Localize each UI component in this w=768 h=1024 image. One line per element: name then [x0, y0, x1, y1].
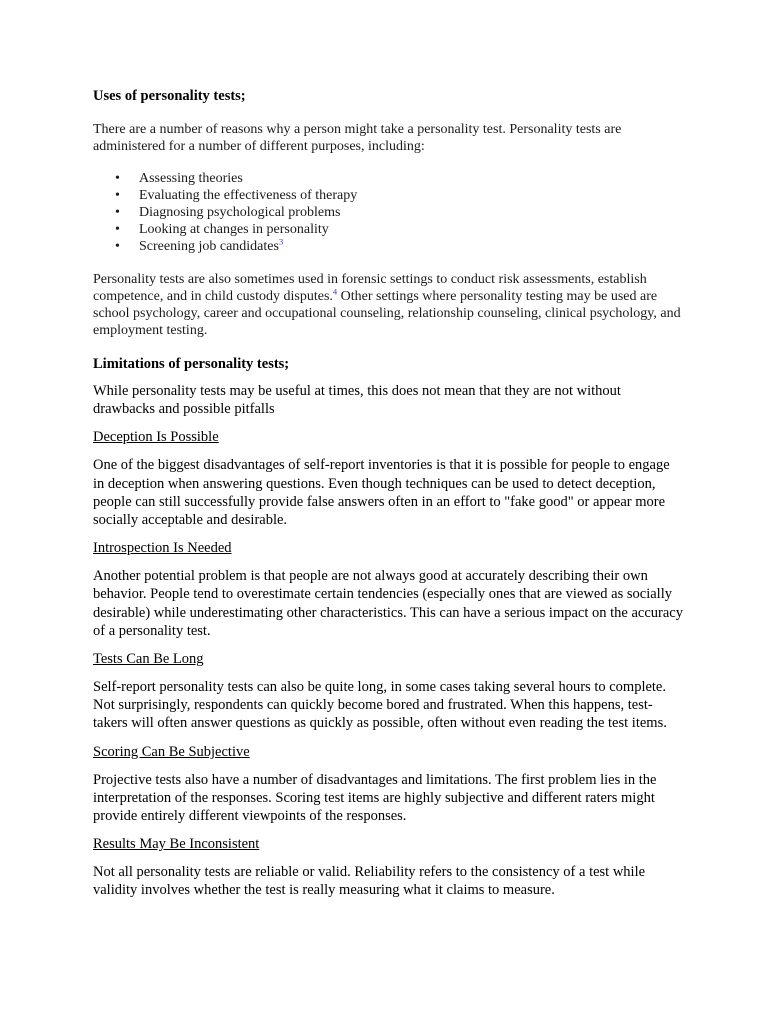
uses-list: [93, 170, 683, 255]
section-title-results: Results May Be Inconsistent: [93, 836, 260, 853]
document-page: [93, 87, 683, 900]
list-item: • Screening job candidates$^3$: [93, 238, 683, 255]
limitations-intro: While personality tests may be useful at times, this does not mean that they are not without drawbacks and possible pitfalls: [93, 383, 621, 418]
list-item: • Evaluating the effectiveness of therapy: [93, 187, 683, 204]
section-title-length: Tests Can Be Long: [93, 651, 204, 668]
section-body-scoring: Projective tests also have a number of disadvantages and limitations. The first problem lies in the interpretation of the responses. Scoring test items are highly subjective and different raters might provide entirely different viewpoints of the responses.: [93, 771, 657, 825]
limitations-heading: Limitations of personality tests;: [93, 356, 290, 372]
forensic-paragraph: Personality tests are also sometimes used in forensic settings to conduct risk assessments, establish competence, and in child custody disputes.$^4$ Other settings where personality testing may be used are school psychology, career and occupational counseling, relationship counseling, clinical psychology, and employment testing.: [93, 272, 681, 338]
footnote-ref-3[interactable]: 3: [278, 236, 284, 247]
list-item: • Assessing theories: [93, 170, 683, 187]
section-body-introspection: Another potential problem is that people are not always good at accurately describing their own behavior. People tend to overestimate certain tendencies (especially ones that are viewed as socially desirable) while underestimating other characteristics. This can have a serious impact on the accuracy of a personality test.: [93, 568, 683, 639]
uses-intro: There are a number of reasons why a person might take a personality test. Personality tests are administered for a number of different purposes, including:: [93, 122, 622, 154]
list-item: • Diagnosing psychological problems: [93, 204, 683, 221]
list-item: • Looking at changes in personality: [93, 221, 683, 238]
section-body-length: Self-report personality tests can also be quite long, in some cases taking several hours to complete. Not surprisingly, respondents can quickly become bored and frustrated. When this happens, test-takers will often answer questions as quickly as possible, often without even reading the test items.: [93, 679, 667, 732]
section-body-deception: One of the biggest disadvantages of self-report inventories is that it is possible for people to engage in deception when answering questions. Even though techniques can be used to detect deception, people can still successfully provide false answers often in an effort to "fake good" or appear more socially acceptable and desirable.: [93, 457, 670, 529]
section-title-introspection: Introspection Is Needed: [93, 540, 232, 557]
section-title-deception: Deception Is Possible: [93, 429, 219, 446]
section-title-scoring: Scoring Can Be Subjective: [93, 743, 250, 760]
section-body-results: Not all personality tests are reliable or valid. Reliability refers to the consistency of a test while validity involves whether the test is really measuring what it claims to measure.: [93, 864, 646, 899]
uses-heading: Uses of personality tests;: [93, 88, 246, 104]
footnote-ref-4[interactable]: 4: [332, 286, 338, 297]
